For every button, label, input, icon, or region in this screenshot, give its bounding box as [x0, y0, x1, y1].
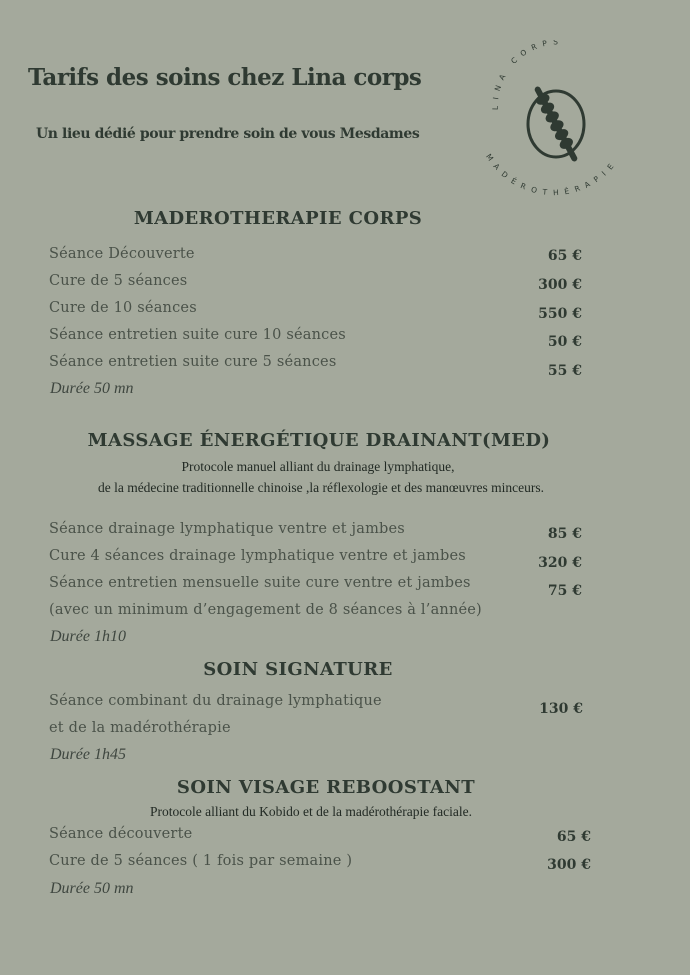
lina-corps-logo: [476, 40, 636, 208]
price-item-value: 300 €: [547, 857, 591, 873]
price-item-label: Cure de 5 séances: [49, 273, 188, 289]
price-item-label: Séance entretien mensuelle suite cure ventre et jambes: [49, 575, 471, 591]
section-title-massage: MASSAGE ÉNERGÉTIQUE DRAINANT(MED): [87, 430, 551, 451]
price-item-label: Séance entretien suite cure 5 séances: [49, 354, 337, 370]
price-item-value: 65 €: [547, 248, 582, 264]
price-item-label: et de la madérothérapie: [49, 720, 231, 736]
section-description: Protocole manuel alliant du drainage lymphatique,: [181, 459, 455, 474]
section-title-maderotherapie: MADEROTHERAPIE CORPS: [133, 208, 423, 229]
price-item-value: 85 €: [547, 526, 582, 542]
duration-note: Durée 50 mn: [50, 880, 134, 897]
price-item-label: Cure de 10 séances: [49, 300, 197, 316]
svg-text:LINA CORPS: [491, 40, 564, 110]
logo-bottom-text: MADÉROTHÉRAPIE: [484, 152, 620, 198]
section-description: de la médecine traditionnelle chinoise ,la réflexologie et des manœuvres minceurs.: [97, 480, 545, 495]
price-item-label: Séance découverte: [49, 826, 193, 842]
price-item-label: Séance Découverte: [49, 246, 195, 262]
duration-note: Durée 50 mn: [50, 380, 134, 397]
price-item-label: Séance drainage lymphatique ventre et jambes: [49, 521, 405, 537]
price-item-value: 65 €: [556, 829, 591, 845]
section-description: Protocole alliant du Kobido et de la madérothérapie faciale.: [150, 804, 472, 819]
price-item-value: 320 €: [538, 555, 582, 571]
price-item-value: 50 €: [547, 334, 582, 350]
price-item-value: 300 €: [538, 277, 582, 293]
svg-text:MADÉROTHÉRAPIE: [484, 152, 619, 197]
price-item-value: 550 €: [538, 306, 582, 322]
page-title: Tarifs des soins chez Lina corps: [28, 64, 422, 91]
price-item-label: Séance combinant du drainage lymphatique: [49, 693, 382, 709]
section-title-signature: SOIN SIGNATURE: [203, 659, 393, 680]
price-item-value: 75 €: [547, 583, 582, 599]
price-item-label: Séance entretien suite cure 10 séances: [49, 327, 346, 343]
duration-note: Durée 1h10: [50, 628, 126, 645]
price-item-label: Cure de 5 séances ( 1 fois par semaine ): [49, 853, 353, 869]
page-subtitle: Un lieu dédié pour prendre soin de vous Mesdames: [36, 126, 420, 142]
engagement-note: (avec un minimum d’engagement de 8 séances à l’année): [49, 602, 482, 618]
logo-top-text: LINA CORPS: [490, 40, 565, 111]
price-item-value: 55 €: [547, 363, 582, 379]
roller-tool-icon: [528, 84, 584, 165]
duration-note: Durée 1h45: [50, 746, 126, 763]
price-item-label: Cure 4 séances drainage lymphatique ventre et jambes: [49, 548, 466, 564]
price-item-value: 130 €: [539, 701, 583, 717]
section-title-visage: SOIN VISAGE REBOOSTANT: [176, 777, 476, 798]
